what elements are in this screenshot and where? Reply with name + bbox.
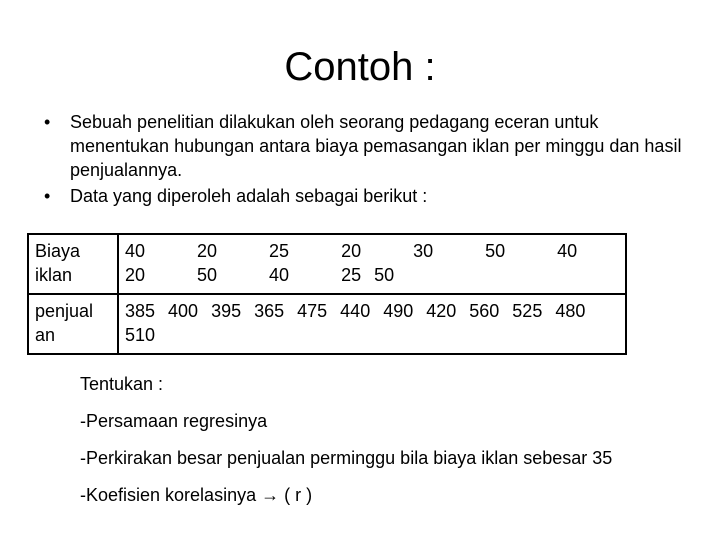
task-item: -Persamaan regresinya (80, 411, 268, 431)
slide-title: Contoh : (284, 45, 436, 89)
row-values-biaya-iklan: 40 20 25 20 30 50 40 20 50 40 25 50 (118, 234, 626, 294)
row-values-penjualan: 385 400 395 365 475 440 490 420 560 525 480 510 (118, 294, 626, 354)
bullet-text: Sebuah penelitian dilakukan oleh seorang pedagang eceran untuk menentukan hubungan antara biaya pemasangan iklan per minggu dan hasil penjualannya. (70, 112, 682, 180)
task-item-suffix: ( r ) (284, 485, 313, 505)
bullet-marker: • (44, 112, 51, 132)
arrow-right-icon: → (261, 485, 280, 505)
bullet-item (40, 184, 690, 208)
task-list (80, 372, 710, 520)
table-row (28, 294, 626, 354)
bullet-list (40, 110, 690, 208)
task-item-correlation (80, 483, 710, 507)
bullet-text: Data yang diperoleh adalah sebagai berikut : (70, 186, 428, 206)
row-label-penjualan: penjual an (28, 294, 118, 354)
task-item: -Perkirakan besar penjualan perminggu bila biaya iklan sebesar 35 (80, 448, 613, 468)
bullet-item (40, 110, 690, 182)
task-item-text: -Koefisien korelasinya (80, 485, 257, 505)
table-row (28, 234, 626, 294)
task-heading: Tentukan : (80, 374, 164, 394)
data-table (27, 233, 630, 355)
bullet-marker: • (44, 186, 51, 206)
row-label-biaya-iklan: Biaya iklan (28, 234, 118, 294)
